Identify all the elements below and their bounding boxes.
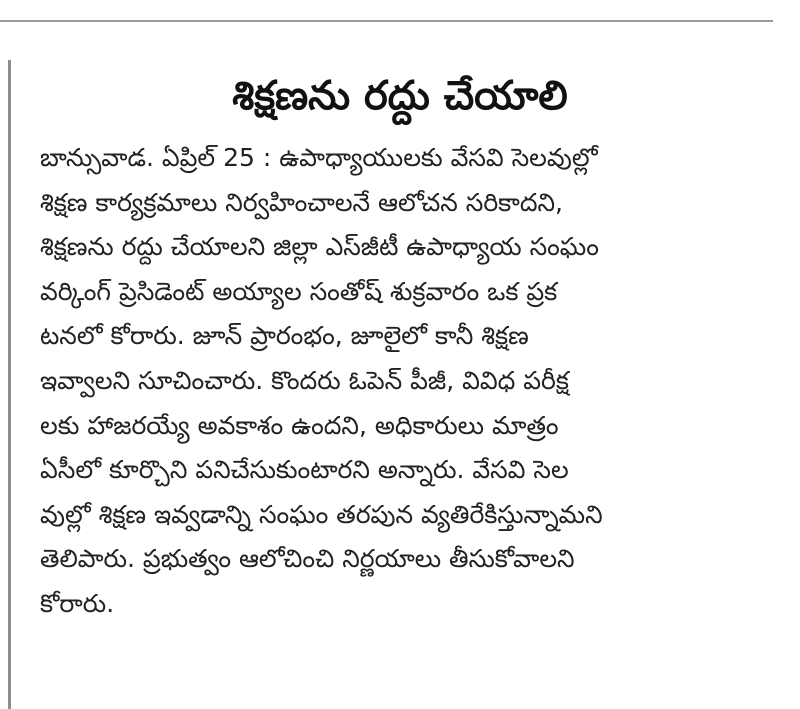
article-body-line: శిక్షణ కార్యక్రమాలు నిర్వహించాలనే ఆలోచన సరికాదని, [40,187,563,217]
article-body-line: బాన్సువాడ. ఏప్రిల్ 25 : ఉపాధ్యాయులకు వేసవి సెలవుల్లో [40,143,598,172]
article-body-line: ఏసీలో కూర్చొని పనిచేసుకుంటారని అన్నారు. వేసవి సెల [40,455,569,485]
article-body-line: ఇవ్వాలని సూచించారు. కొందరు ఓపెన్ పీజీ, వివిధ పరీక్ష [40,365,569,395]
left-column-rule [8,60,11,709]
article-headline: శిక్షణను రద్దు చేయాలి [232,73,568,119]
article-body-line: వర్కింగ్ ప్రెసిడెంట్ అయ్యాల సంతోష్ శుక్రవారం ఒక ప్రక [40,276,558,306]
top-divider [0,20,773,22]
article-body-line: లకు హాజరయ్యే అవకాశం ఉందని, అధికారులు మాత్రం [40,410,559,440]
article-body-line: శిక్షణను రద్దు చేయాలని జిల్లా ఎస్‌జీటీ ఉపాధ్యాయ సంఘం [40,232,599,262]
article-body-line: టనలో కోరారు. జూన్ ప్రారంభం, జూలైలో కానీ శిక్షణ [40,321,529,351]
article-body-line: కోరారు. [40,588,115,618]
article-body [40,136,780,627]
article-body-line: వుల్లో శిక్షణ ఇవ్వడాన్ని సంఘం తరపున వ్యతిరేకిస్తున్నామని [40,499,603,529]
article-body-line: తెలిపారు. ప్రభుత్వం ఆలోచించి నిర్ణయాలు తీసుకోవాలని [40,544,575,574]
